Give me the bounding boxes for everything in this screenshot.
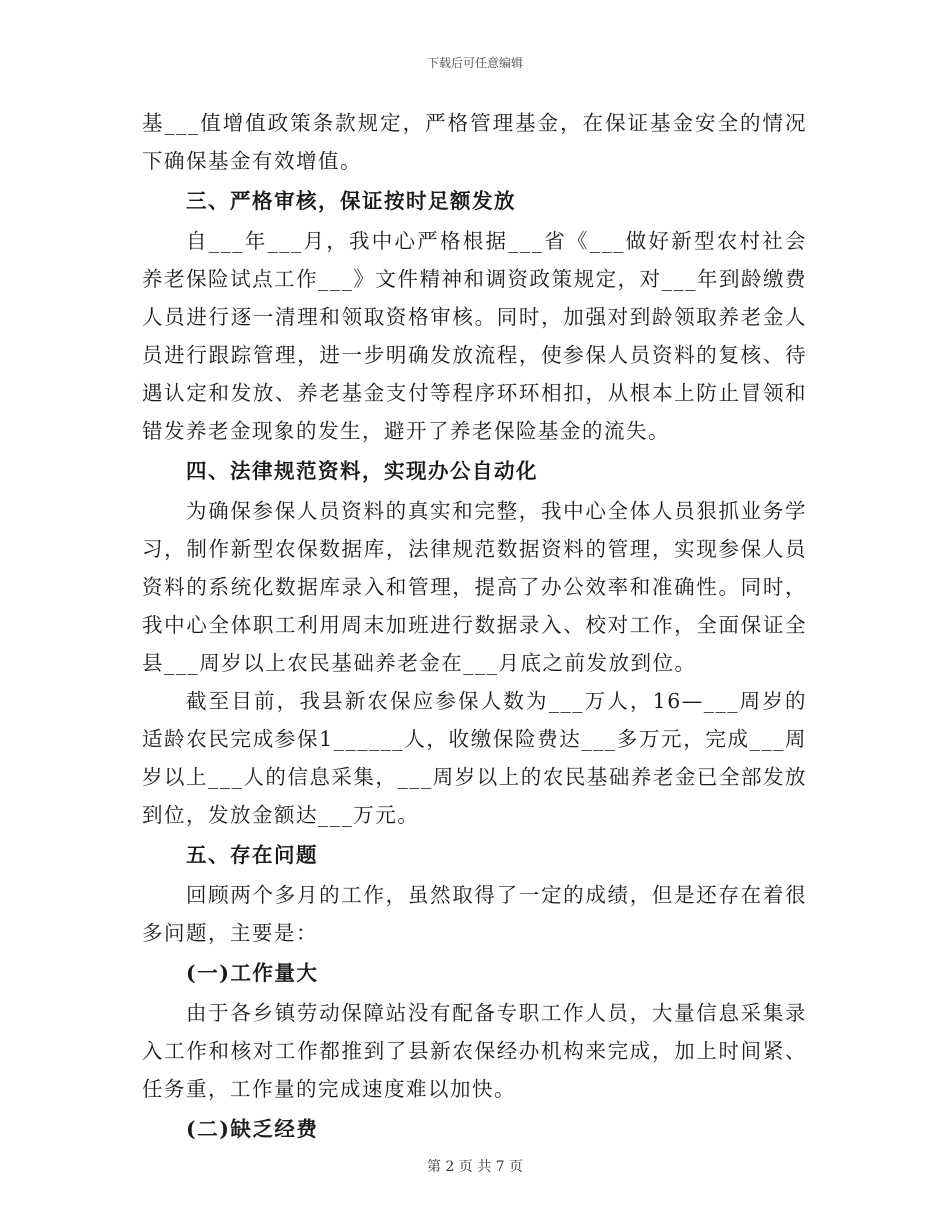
section-heading-4: 四、法律规范资料，实现办公自动化	[186, 459, 538, 483]
page-number: 第 2 页 共 7 页	[426, 1159, 524, 1175]
subsection-heading-workload: (一)工作量大	[186, 961, 319, 985]
paragraph-fund-appreciation: 基___值增值政策条款规定，严格管理基金，在保证基金安全的情况下确保基金有效增值。	[142, 111, 807, 173]
paragraph-data-management: 为确保参保人员资料的真实和完整，我中心全体人员狠抓业务学习，制作新型农保数据库，法律规范数据资料的管理，实现参保人员资料的系统化数据库录入和管理，提高了办公效率和准确性。同时，我中心全体职工利用周末加班进行数据录入、校对工作，全面保证全县___周岁以上农民基础养老金在___月底之前发放到位。	[142, 499, 807, 675]
document-body	[142, 104, 807, 1150]
page-header-note: 下载后可任意编辑	[426, 56, 523, 70]
paragraph-statistics: 截至目前，我县新农保应参保人数为___万人，16—___周岁的适龄农民完成参保1______人，收缴保险费达___多万元，完成___周岁以上___人的信息采集，___周岁以上的农民基础养老金已全部发放到位，发放金额达___万元。	[142, 689, 807, 827]
paragraph-workload: 由于各乡镇劳动保障站没有配备专职工作人员，大量信息采集录入工作和核对工作都推到了县新农保经办机构来完成，加上时间紧、任务重，工作量的完成速度难以加快。	[142, 1001, 807, 1101]
section-heading-5: 五、存在问题	[186, 843, 318, 867]
paragraph-audit: 自___年___月，我中心严格根据___省《___做好新型农村社会养老保险试点工作___》文件精神和调资政策规定，对___年到龄缴费人员进行逐一清理和领取资格审核。同时，加强对到龄领取养老金人员进行跟踪管理，进一步明确发放流程，使参保人员资料的复核、待遇认定和发放、养老基金支付等程序环环相扣，从根本上防止冒领和错发养老金现象的发生，避开了养老保险基金的流失。	[142, 229, 807, 443]
paragraph-problems-intro: 回顾两个多月的工作，虽然取得了一定的成绩，但是还存在着很多问题，主要是：	[142, 883, 807, 945]
subsection-heading-funding: (二)缺乏经费	[186, 1117, 319, 1141]
section-heading-3: 三、严格审核，保证按时足额发放	[186, 189, 516, 213]
